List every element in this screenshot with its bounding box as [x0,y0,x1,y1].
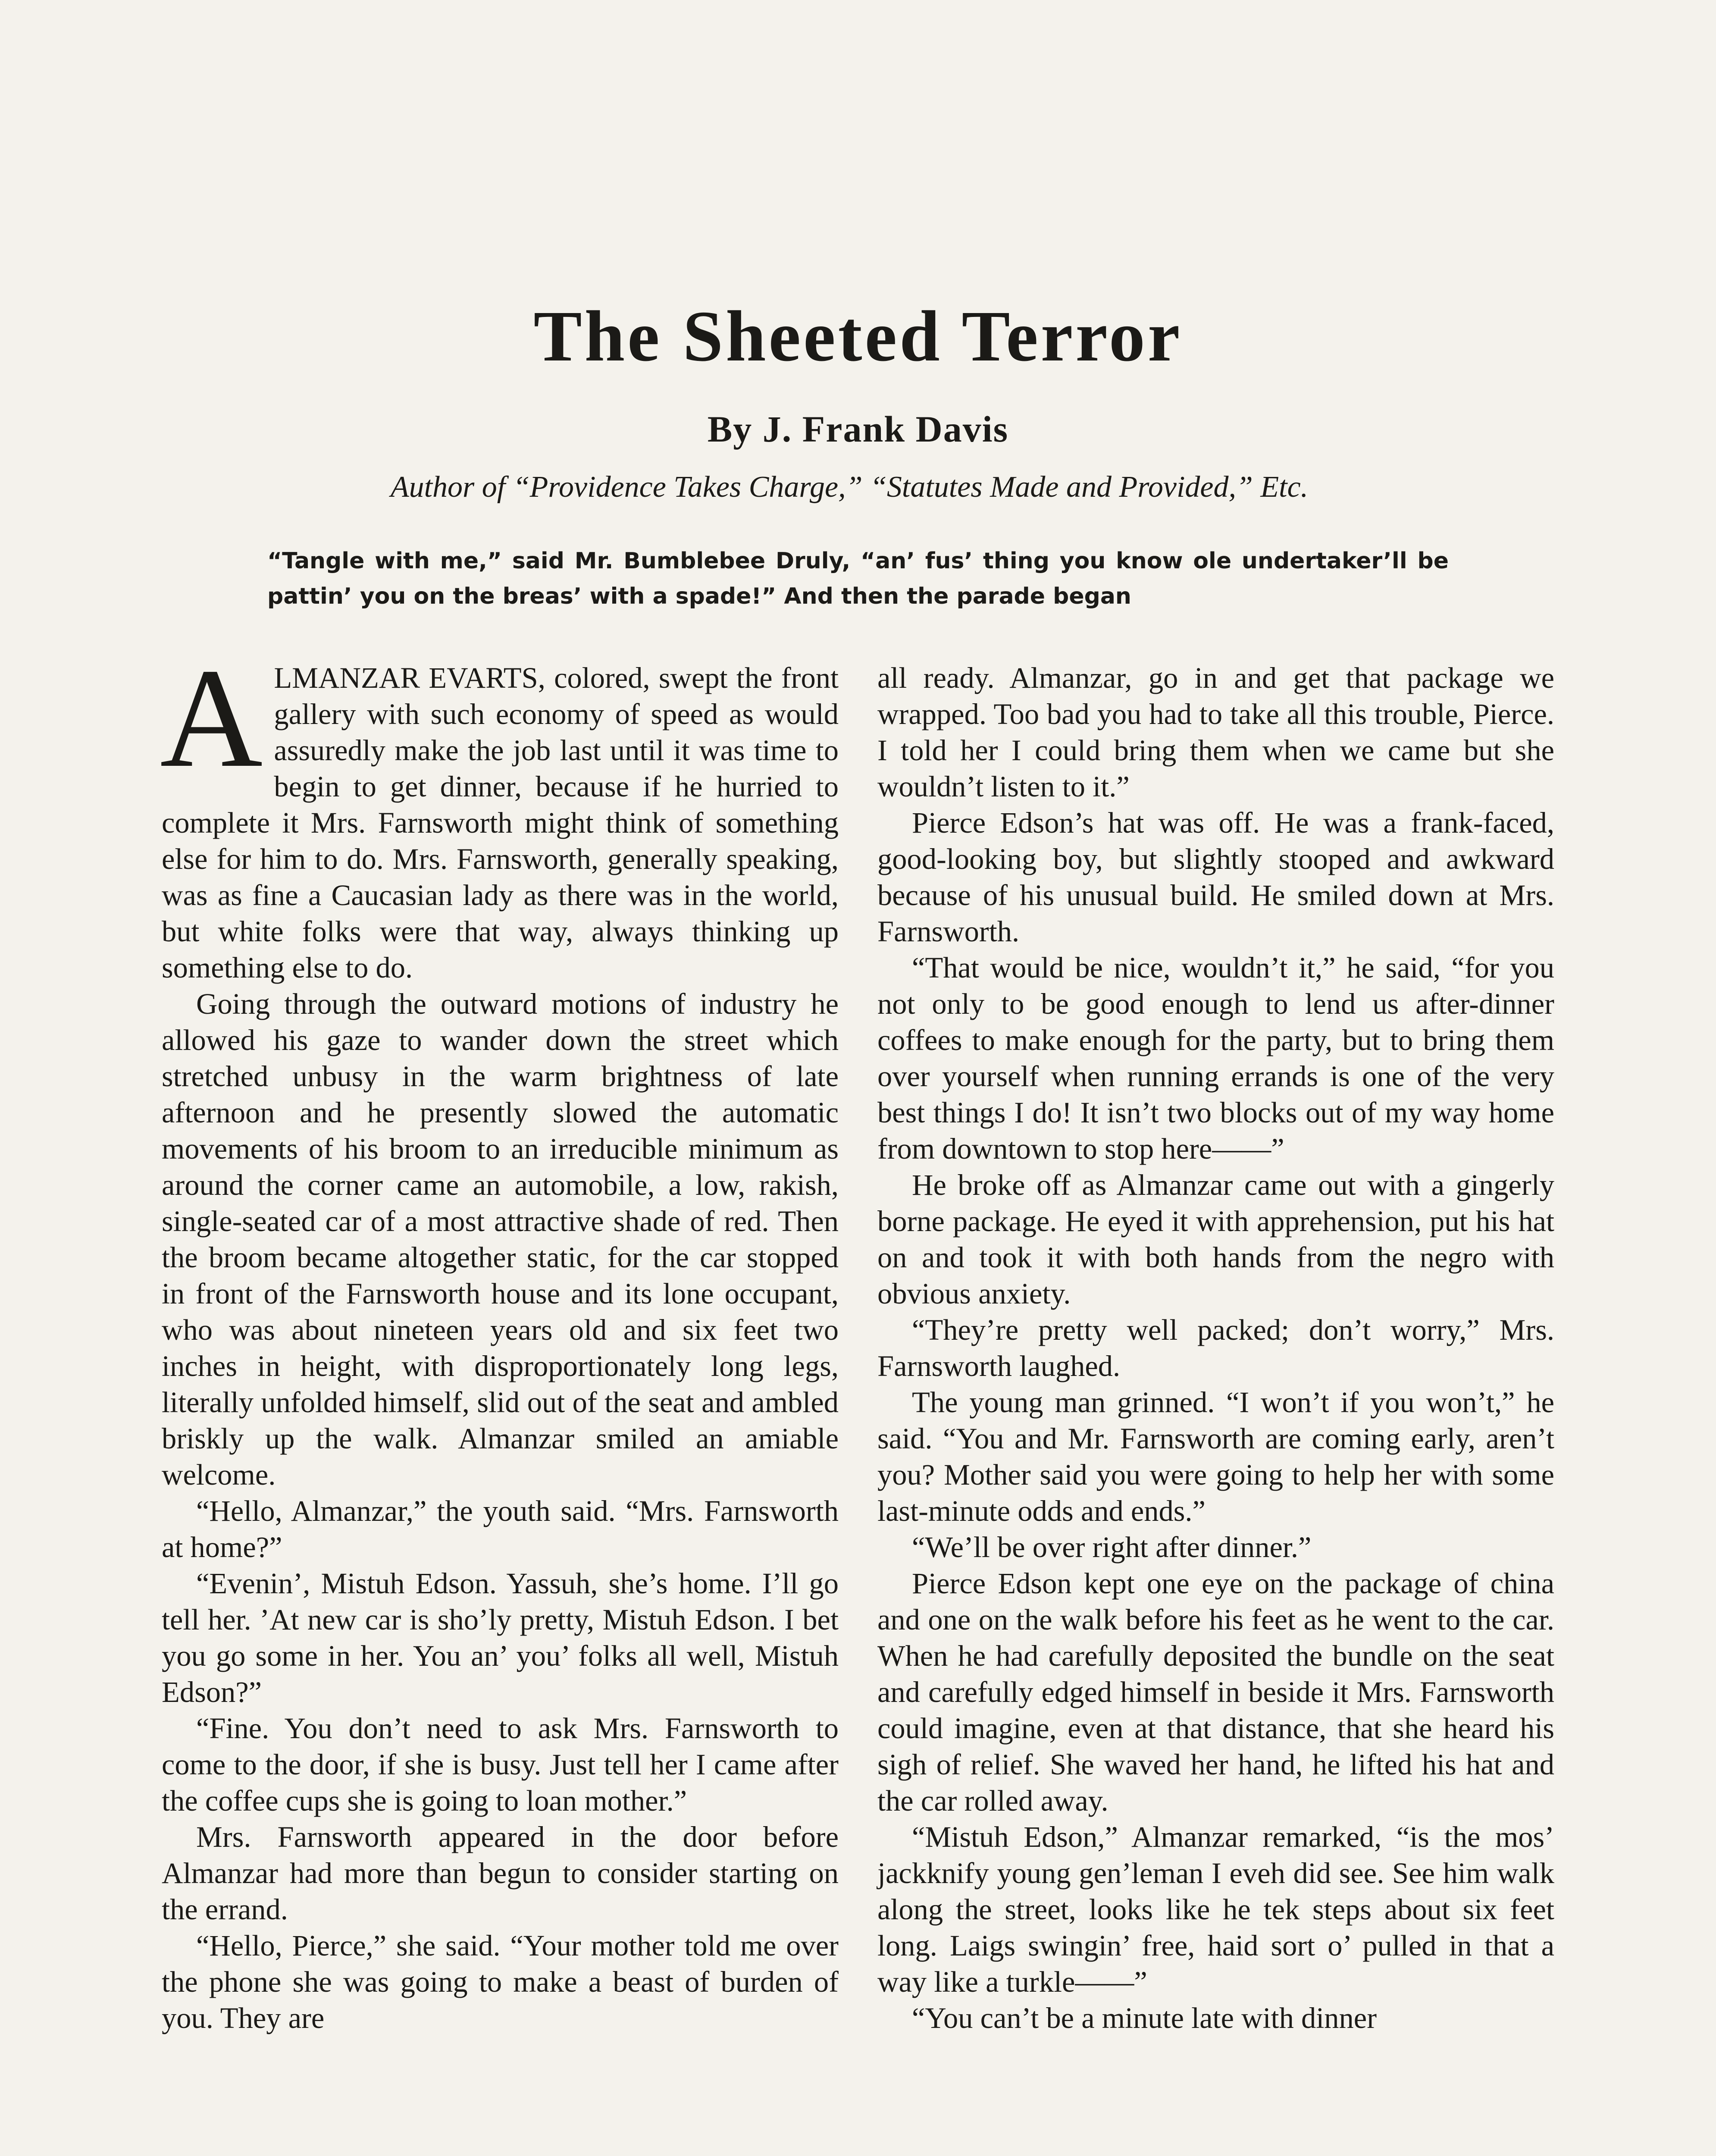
paragraph [160,639,839,986]
left-column [160,639,839,2036]
paragraph: Pierce Edson’s hat was off. He was a frank-faced, good-looking boy, but slightly stooped and awkward because of his unusual build. He smiled down at Mrs. Farnsworth. [877,806,1554,948]
paragraph: Going through the outward motions of industry he allowed his gaze to wander down the street which stretched unbusy in the warm brightness of late afternoon and he presently slowed the automatic movements of his broom to an irreducible minimum as around the corner came an automobile, a low, rakish, single-seated car of a most attractive shade of red. Then the broom became altogether static, for the car stopped in front of the Farnsworth house and its lone occupant, who was about nineteen years old and six feet two inches in height, with disproportionately long legs, literally unfolded himself, slid out of the seat and ambled briskly up the walk. Almanzar smiled an amiable welcome. [162,987,839,1491]
story-blurb: “Tangle with me,” said Mr. Bumblebee Druly, “an’ fus’ thing you know ole undertaker’ll be pattin’ you on the breas’ with a spade!” And then the parade began [267,548,1449,609]
paragraph: The young man grinned. “I won’t if you won’t,” he said. “You and Mr. Farnsworth are coming early, aren’t you? Mother said you were going to help her with some last-minute odds and ends.” [877,1386,1554,1527]
paragraph: “Evenin’, Mistuh Edson. Yassuh, she’s home. I’ll go tell her. ’At new car is sho’ly pretty, Mistuh Edson. I bet you go some in her. You an’ you’ folks all well, Mistuh Edson?” [162,1567,839,1708]
paragraph: “Hello, Almanzar,” the youth said. “Mrs. Farnsworth at home?” [162,1495,839,1564]
paragraph: “You can’t be a minute late with dinner [912,2002,1377,2034]
paragraph: “Mistuh Edson,” Almanzar remarked, “is the mos’ jackknify young gen’leman I eveh did see. See him walk along the street, looks like he tek steps about six feet long. Laigs swingin’ free, haid sort o’ pulled in that a way like a turkle——” [877,1821,1554,1998]
right-column [877,660,1554,2036]
author-credits: Author of “Providence Takes Charge,” “Statutes Made and Provided,” Etc. [390,470,1309,504]
paragraph: He broke off as Almanzar came out with a gingerly borne package. He eyed it with apprehension, put his hat on and took it with both hands from the negro with obvious anxiety. [877,1169,1554,1310]
paragraph: Mrs. Farnsworth appeared in the door before Almanzar had more than begun to consider starting on the errand. [162,1821,839,1926]
paragraph: “Fine. You don’t need to ask Mrs. Farnsworth to come to the door, if she is busy. Just tell her I came after the coffee cups she is going to loan mother.” [162,1712,839,1817]
byline: By J. Frank Davis [707,408,1009,450]
story-title: The Sheeted Terror [533,296,1183,376]
paragraph: “They’re pretty well packed; don’t worry,” Mrs. Farnsworth laughed. [877,1313,1554,1382]
paragraph: “That would be nice, wouldn’t it,” he said, “for you not only to be good enough to lend us after-dinner coffees to make enough for the party, but to bring them over yourself when running errands is one of the very best things I do! It isn’t two blocks out of my way home from downtown to stop here——” [877,951,1554,1165]
paragraph: Pierce Edson kept one eye on the package of china and one on the walk before his feet as he went to the car. When he had carefully deposited the bundle on the seat and carefully edged himself in beside it Mrs. Farnsworth could imagine, even at that distance, that she heard his sigh of relief. She waved her hand, he lifted his hat and the car rolled away. [877,1567,1554,1817]
paragraph: “Hello, Pierce,” she said. “Your mother told me over the phone she was going to make a beast of burden of you. They are [162,1929,839,2034]
paragraph: “We’ll be over right after dinner.” [912,1531,1312,1564]
paragraph: all ready. Almanzar, go in and get that package we wrapped. Too bad you had to take all this trouble, Pierce. I told her I could bring them when we came but she wouldn’t listen to it.” [877,661,1554,803]
drop-cap: A [160,639,263,797]
paragraph-text: LMANZAR EVARTS, colored, swept the front gallery with such economy of speed as would assuredly make the job last until it was time to begin to get dinner, because if he hurried to complete it Mrs. Farnsworth might think of something else for him to do. Mrs. Farnsworth, generally speaking, was as fine a Caucasian lady as there was in the world, but white folks were that way, always thinking up something else to do. [162,661,839,984]
